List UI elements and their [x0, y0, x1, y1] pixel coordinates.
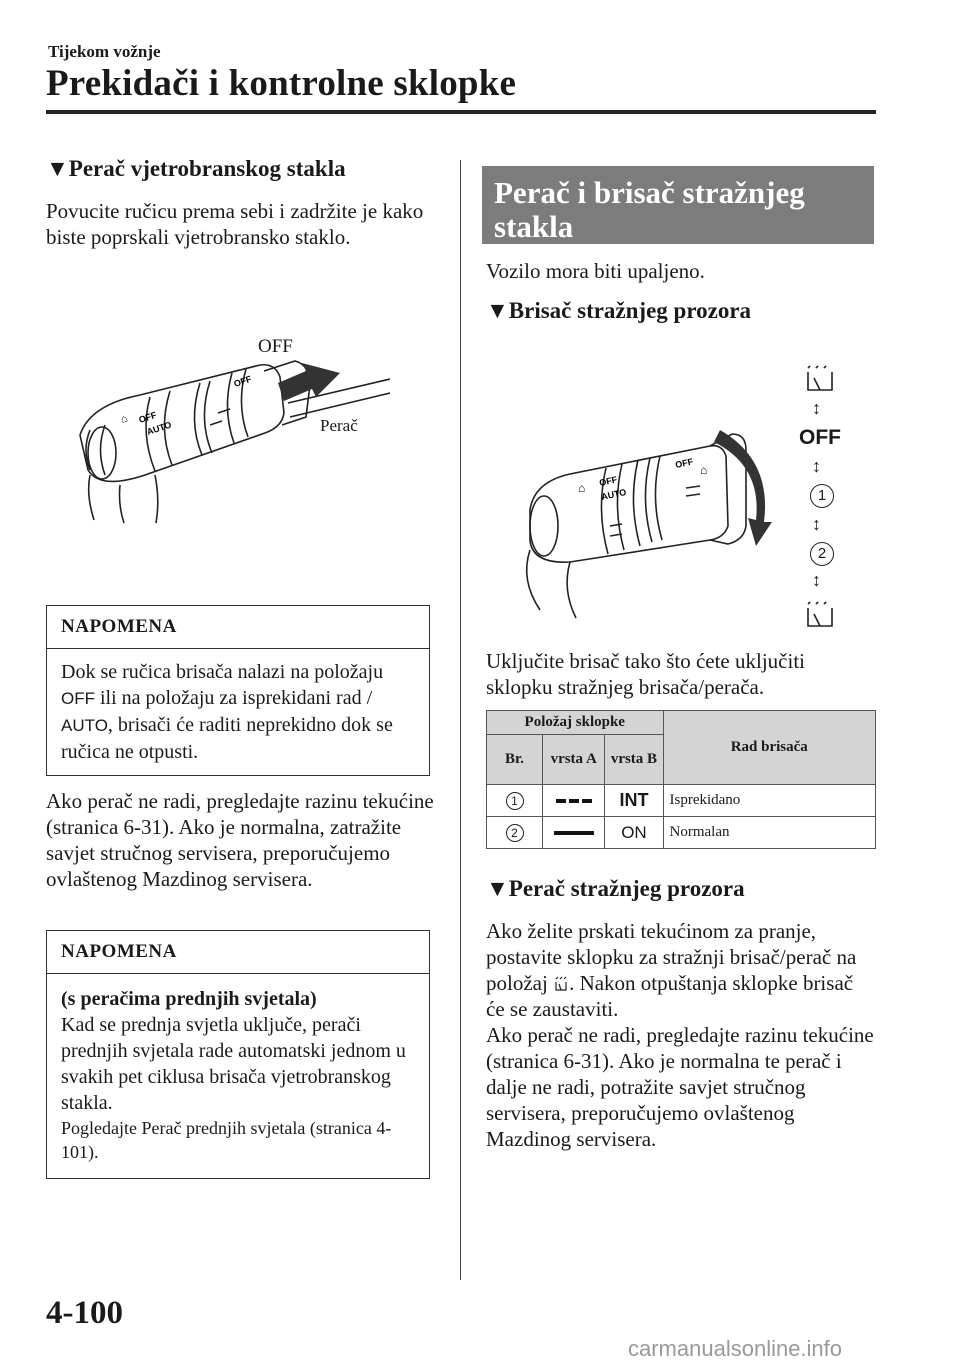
table-head-type-b: vrsta B	[605, 735, 663, 785]
rear-lever-off-label: OFF	[598, 474, 619, 488]
note-1-text-a: Dok se ručica brisača nalazi na položaju	[61, 661, 384, 683]
page-title: Prekidači i kontrolne sklopke	[46, 63, 517, 104]
windshield-washer-heading: ▼Perač vjetrobranskog stakla	[46, 156, 346, 181]
table-head-position: Položaj sklopke	[487, 711, 664, 735]
lever-wiper-icon-text: ⌂	[119, 412, 130, 426]
figure-washer-label: Perač	[320, 416, 358, 435]
rear-washer-text-a: Ako želite prskati tekućinom za pranje, postavite sklopku za stražnji brisač/perač na položaj	[486, 919, 857, 995]
ladder-position-1: 1	[810, 484, 834, 508]
rear-wiper-paragraph: Uključite brisač tako što ćete uključiti sklopku stražnjeg brisača/perača.	[486, 649, 805, 699]
note-1-head: NAPOMENA	[47, 606, 429, 649]
section-title-band: Perač i brisač stražnjeg stakla	[482, 166, 874, 244]
note-2-subhead: (s peračima prednjih svjetala)	[61, 988, 317, 1010]
table-head-no: Br.	[487, 735, 543, 785]
wiper-operation-table	[486, 710, 876, 849]
washer-symbol-icon	[553, 976, 569, 992]
note-1-text-b: ili na položaju za isprekidani rad /	[95, 687, 373, 709]
ladder-position-2: 2	[810, 542, 834, 566]
ladder-arrow-3: ↕	[812, 514, 821, 534]
note-box-1	[46, 605, 430, 776]
page-number: 4-100	[46, 1295, 123, 1331]
note-1-text-c: , brisači će raditi neprekidno dok se ručica ne otpusti.	[61, 714, 393, 763]
row-1-operation: Isprekidano	[663, 785, 876, 817]
lever-off-label: OFF	[137, 409, 158, 425]
ladder-arrow-4: ↕	[812, 570, 821, 590]
rear-washer-heading: ▼Perač stražnjeg prozora	[486, 876, 745, 901]
intermittent-symbol	[556, 799, 592, 803]
note-box-2	[46, 930, 430, 1179]
washer-position-icon-top	[800, 360, 840, 396]
running-head: Tijekom vožnje	[48, 42, 161, 61]
rear-wiper-heading: ▼Brisač stražnjeg prozora	[486, 298, 752, 323]
row-1-no: 1	[506, 792, 524, 810]
normal-symbol	[554, 831, 594, 835]
note-1-body	[47, 649, 429, 775]
row-1-type-b: INT	[605, 785, 663, 817]
rear-washer-text-b: . Nakon otpuštanja sklopke brisač će se zaustaviti.	[486, 971, 854, 1021]
rear-lever-washer-icon: ⌂	[700, 463, 708, 477]
rear-washer-fluid-paragraph: Ako perač ne radi, pregledajte razinu tekućine (stranica 6-31). Ako je normalna te perač i dalje ne radi, potražite savjet stručnog servisera, preporučujemo ovlaštenog Mazdinog servisera.	[486, 1023, 874, 1151]
column-divider	[460, 160, 461, 1280]
note-2-head: NAPOMENA	[47, 931, 429, 974]
figure-off-label: OFF	[258, 336, 293, 357]
rear-lever-off-label-2: OFF	[674, 456, 695, 470]
table-head-type-a: vrsta A	[543, 735, 605, 785]
table-row	[487, 817, 876, 849]
table-row	[487, 785, 876, 817]
row-2-no: 2	[506, 824, 524, 842]
section-intro: Vozilo mora biti upaljeno.	[486, 259, 705, 283]
off-symbol: OFF	[61, 689, 95, 708]
table-head-operation: Rad brisača	[663, 711, 876, 785]
ladder-off-label: OFF	[799, 426, 841, 449]
rear-lever-wiper-icon: ⌂	[578, 481, 586, 495]
washer-fluid-paragraph: Ako perač ne radi, pregledajte razinu tekućine (stranica 6-31). Ako je normalna, zatražite savjet stručnog servisera, preporučujemo ovlaštenog Mazdinog servisera.	[46, 789, 434, 891]
note-2-reference: Pogledajte Perač prednjih svjetala (stranica 4-101).	[61, 1118, 392, 1162]
title-rule	[46, 110, 876, 114]
ladder-arrow-2: ↕	[812, 456, 821, 476]
rear-lever-auto-label: AUTO	[600, 486, 628, 502]
lever-off-label-2: OFF	[232, 373, 253, 389]
watermark: carmanualsonline.info	[628, 1336, 843, 1361]
ladder-arrow-1: ↕	[812, 398, 821, 418]
note-2-text: Kad se prednja svjetla uključe, perači prednjih svjetala rade automatski jednom u svakih pet ciklusa brisača vjetrobranskog stakla.	[61, 1014, 406, 1114]
windshield-washer-intro: Povucite ručicu prema sebi i zadržite je kako biste poprskali vjetrobransko staklo.	[46, 199, 424, 249]
row-2-operation: Normalan	[663, 817, 876, 849]
washer-position-icon-bottom	[800, 596, 840, 632]
note-2-body	[47, 974, 429, 1178]
row-2-type-b: ON	[605, 817, 663, 849]
lever-auto-label: AUTO	[145, 419, 173, 437]
rear-washer-paragraph	[486, 918, 876, 1022]
auto-symbol: AUTO	[61, 716, 108, 735]
